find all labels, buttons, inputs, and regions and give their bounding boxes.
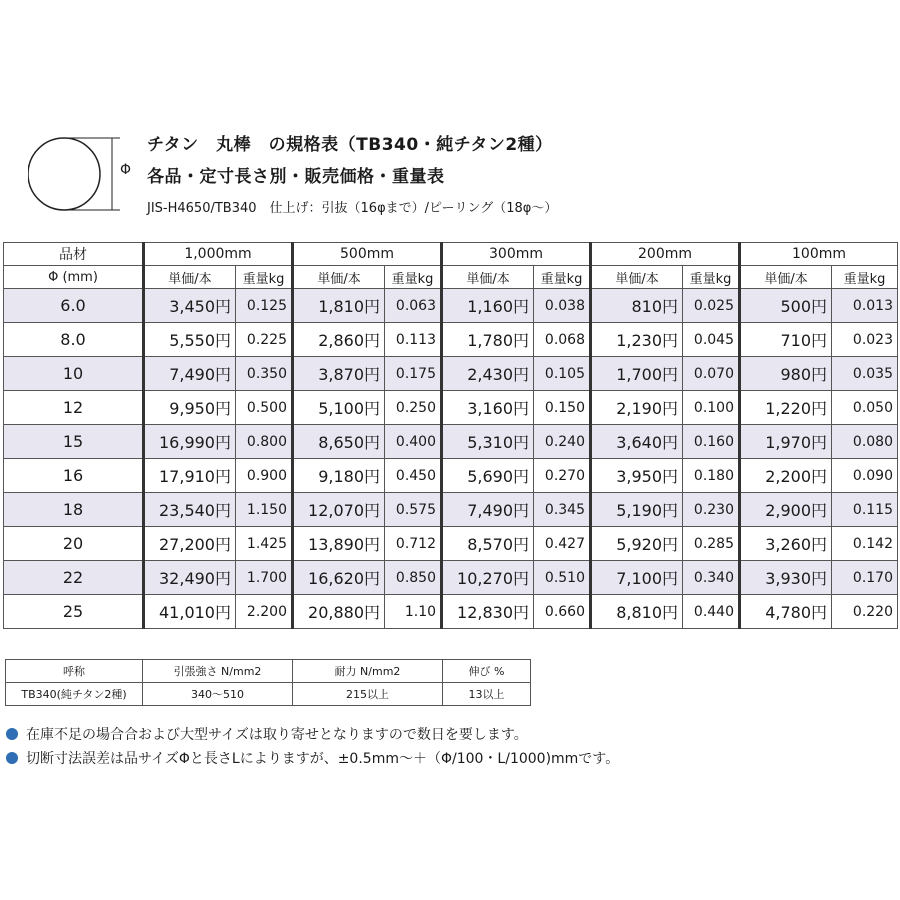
diameter-cell: 22 (4, 561, 144, 595)
price-cell: 1,160円 (442, 289, 534, 323)
weight-cell: 1.700 (236, 561, 293, 595)
diameter-cell: 15 (4, 425, 144, 459)
price-cell: 1,780円 (442, 323, 534, 357)
weight-cell: 0.160 (683, 425, 740, 459)
price-table-subheader-row (4, 266, 898, 289)
price-cell: 5,690円 (442, 459, 534, 493)
weight-cell: 0.285 (683, 527, 740, 561)
diameter-cell: 6.0 (4, 289, 144, 323)
price-cell: 1,230円 (591, 323, 683, 357)
weight-cell: 0.712 (385, 527, 442, 561)
weight-cell: 0.510 (534, 561, 591, 595)
weight-cell: 0.113 (385, 323, 442, 357)
price-cell: 23,540円 (144, 493, 236, 527)
weight-header: 重量kg (385, 266, 442, 289)
weight-cell: 1.10 (385, 595, 442, 629)
price-cell: 17,910円 (144, 459, 236, 493)
weight-cell: 0.240 (534, 425, 591, 459)
price-cell: 32,490円 (144, 561, 236, 595)
table-row (4, 459, 898, 493)
price-cell: 2,200円 (740, 459, 832, 493)
round-bar-cross-section-icon (28, 130, 128, 220)
weight-cell: 2.200 (236, 595, 293, 629)
weight-header: 重量kg (236, 266, 293, 289)
price-cell: 1,970円 (740, 425, 832, 459)
price-cell: 5,100円 (293, 391, 385, 425)
diameter-cell: 25 (4, 595, 144, 629)
weight-cell: 0.035 (832, 357, 898, 391)
elongation-cell: 13以上 (443, 683, 531, 706)
price-cell: 13,890円 (293, 527, 385, 561)
table-row (4, 357, 898, 391)
weight-cell: 0.660 (534, 595, 591, 629)
property-header-row (6, 660, 531, 683)
price-cell: 2,430円 (442, 357, 534, 391)
weight-cell: 0.180 (683, 459, 740, 493)
price-cell: 12,830円 (442, 595, 534, 629)
elongation-header: 伸び % (443, 660, 531, 683)
price-cell: 3,450円 (144, 289, 236, 323)
length-header: 500mm (293, 243, 442, 266)
table-row (4, 561, 898, 595)
note-item (6, 722, 886, 746)
weight-cell: 0.045 (683, 323, 740, 357)
price-cell: 3,260円 (740, 527, 832, 561)
weight-cell: 0.225 (236, 323, 293, 357)
weight-cell: 0.170 (832, 561, 898, 595)
weight-cell: 0.250 (385, 391, 442, 425)
price-cell: 3,870円 (293, 357, 385, 391)
unit-price-header: 単価/本 (740, 266, 832, 289)
weight-cell: 1.425 (236, 527, 293, 561)
price-cell: 27,200円 (144, 527, 236, 561)
price-cell: 1,220円 (740, 391, 832, 425)
price-cell: 2,860円 (293, 323, 385, 357)
designation-cell: TB340(純チタン2種) (6, 683, 143, 706)
length-header: 100mm (740, 243, 898, 266)
price-cell: 7,490円 (442, 493, 534, 527)
weight-cell: 0.427 (534, 527, 591, 561)
weight-cell: 0.013 (832, 289, 898, 323)
weight-cell: 0.125 (236, 289, 293, 323)
price-cell: 4,780円 (740, 595, 832, 629)
weight-cell: 0.230 (683, 493, 740, 527)
notes (6, 722, 886, 770)
price-cell: 500円 (740, 289, 832, 323)
weight-header: 重量kg (534, 266, 591, 289)
weight-cell: 0.023 (832, 323, 898, 357)
weight-cell: 0.440 (683, 595, 740, 629)
weight-cell: 0.850 (385, 561, 442, 595)
weight-cell: 0.220 (832, 595, 898, 629)
price-cell: 41,010円 (144, 595, 236, 629)
proof-stress-header: 耐力 N/mm2 (293, 660, 443, 683)
weight-cell: 0.068 (534, 323, 591, 357)
price-cell: 2,900円 (740, 493, 832, 527)
unit-price-header: 単価/本 (293, 266, 385, 289)
price-cell: 3,930円 (740, 561, 832, 595)
weight-header: 重量kg (683, 266, 740, 289)
weight-cell: 0.063 (385, 289, 442, 323)
price-cell: 3,640円 (591, 425, 683, 459)
table-row (4, 323, 898, 357)
tensile-strength-cell: 340〜510 (143, 683, 293, 706)
price-cell: 9,180円 (293, 459, 385, 493)
weight-cell: 0.115 (832, 493, 898, 527)
price-table (3, 242, 898, 629)
length-header: 300mm (442, 243, 591, 266)
length-header: 1,000mm (144, 243, 293, 266)
length-header: 200mm (591, 243, 740, 266)
table-row (4, 527, 898, 561)
weight-cell: 0.150 (534, 391, 591, 425)
weight-cell: 0.105 (534, 357, 591, 391)
designation-header: 呼称 (6, 660, 143, 683)
price-table-header-row (4, 243, 898, 266)
price-cell: 5,550円 (144, 323, 236, 357)
diameter-cell: 8.0 (4, 323, 144, 357)
note-text: 切断寸法誤差は品サイズΦと長さLによりますが、±0.5mm〜＋（Φ/100・L/1000)mmです。 (26, 751, 620, 767)
price-cell: 8,650円 (293, 425, 385, 459)
table-row (4, 391, 898, 425)
weight-header: 重量kg (832, 266, 898, 289)
page-subtitle: 各品・定寸長さ別・販売価格・重量表 (147, 167, 445, 187)
table-row (4, 493, 898, 527)
weight-cell: 0.142 (832, 527, 898, 561)
weight-cell: 0.270 (534, 459, 591, 493)
weight-cell: 0.400 (385, 425, 442, 459)
tensile-strength-header: 引張強さ N/mm2 (143, 660, 293, 683)
price-cell: 16,990円 (144, 425, 236, 459)
proof-stress-cell: 215以上 (293, 683, 443, 706)
price-cell: 980円 (740, 357, 832, 391)
material-header: 品材 (4, 243, 144, 266)
diameter-cell: 18 (4, 493, 144, 527)
diameter-header: Φ (mm) (4, 266, 144, 289)
property-table (5, 659, 531, 706)
weight-cell: 0.070 (683, 357, 740, 391)
price-cell: 20,880円 (293, 595, 385, 629)
weight-cell: 0.080 (832, 425, 898, 459)
header (0, 0, 900, 240)
diameter-cell: 10 (4, 357, 144, 391)
bullet-icon (6, 728, 18, 740)
price-cell: 3,950円 (591, 459, 683, 493)
price-cell: 8,570円 (442, 527, 534, 561)
weight-cell: 0.175 (385, 357, 442, 391)
price-cell: 2,190円 (591, 391, 683, 425)
weight-cell: 0.350 (236, 357, 293, 391)
weight-cell: 0.090 (832, 459, 898, 493)
price-cell: 5,310円 (442, 425, 534, 459)
price-cell: 710円 (740, 323, 832, 357)
unit-price-header: 単価/本 (591, 266, 683, 289)
phi-label: Φ (120, 162, 132, 178)
note-item (6, 746, 886, 770)
price-cell: 16,620円 (293, 561, 385, 595)
price-cell: 9,950円 (144, 391, 236, 425)
table-row (4, 595, 898, 629)
price-cell: 10,270円 (442, 561, 534, 595)
table-row (4, 289, 898, 323)
unit-price-header: 単価/本 (442, 266, 534, 289)
property-row (6, 683, 531, 706)
note-text: 在庫不足の場合合および大型サイズは取り寄せとなりますので数日を要します。 (26, 727, 528, 743)
weight-cell: 0.575 (385, 493, 442, 527)
weight-cell: 0.025 (683, 289, 740, 323)
diameter-cell: 20 (4, 527, 144, 561)
page-title: チタン 丸棒 の規格表（TB340・純チタン2種） (147, 135, 553, 155)
price-cell: 3,160円 (442, 391, 534, 425)
weight-cell: 0.800 (236, 425, 293, 459)
weight-cell: 0.038 (534, 289, 591, 323)
price-cell: 7,490円 (144, 357, 236, 391)
weight-cell: 0.340 (683, 561, 740, 595)
price-cell: 7,100円 (591, 561, 683, 595)
weight-cell: 0.500 (236, 391, 293, 425)
weight-cell: 0.900 (236, 459, 293, 493)
spec-line: JIS-H4650/TB340 仕上げ：引抜（16φまで）/ピーリング（18φ〜） (147, 201, 558, 216)
price-cell: 810円 (591, 289, 683, 323)
price-cell: 5,920円 (591, 527, 683, 561)
weight-cell: 0.450 (385, 459, 442, 493)
weight-cell: 1.150 (236, 493, 293, 527)
price-cell: 5,190円 (591, 493, 683, 527)
price-cell: 8,810円 (591, 595, 683, 629)
weight-cell: 0.050 (832, 391, 898, 425)
price-cell: 1,810円 (293, 289, 385, 323)
diameter-cell: 12 (4, 391, 144, 425)
weight-cell: 0.100 (683, 391, 740, 425)
price-cell: 1,700円 (591, 357, 683, 391)
weight-cell: 0.345 (534, 493, 591, 527)
diameter-cell: 16 (4, 459, 144, 493)
bullet-icon (6, 752, 18, 764)
table-row (4, 425, 898, 459)
unit-price-header: 単価/本 (144, 266, 236, 289)
price-cell: 12,070円 (293, 493, 385, 527)
